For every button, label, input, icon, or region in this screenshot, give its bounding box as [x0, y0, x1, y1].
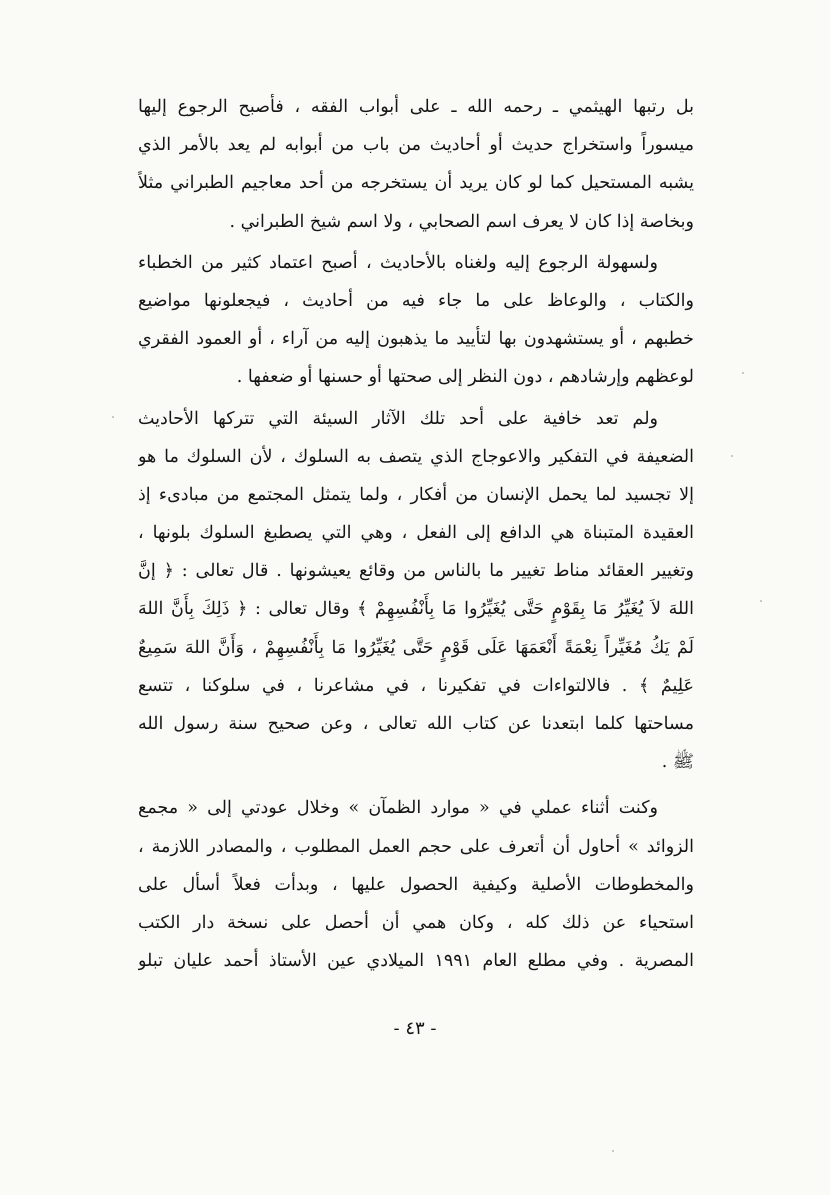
text-line: المصرية . وفي مطلع العام ١٩٩١ الميلادي عين الأستاذ أحمد عليان تبلو: [138, 951, 694, 972]
text-line: إلا تجسيد لما يحمل الإنسان من أفكار ، ولما يتمثل المجتمع من مبادىء إذ: [138, 484, 694, 505]
text-line: يشبه المستحيل كما لو كان يريد أن يستخرجه من أحد معاجيم الطبراني مثلاً: [138, 173, 694, 194]
text-line: ﷺ .: [661, 752, 694, 773]
text-line: وبخاصة إذا كان لا يعرف اسم الصحابي ، ولا اسم شيخ الطبراني .: [229, 211, 694, 232]
quran-verse-line: اللهَ لاَ يُغَيِّرُ مَا بِقَوْمٍ حَتَّى يُغَيِّرُوا مَا بِأَنْفُسِهِمْ ﴾ وقال تعالى : ﴿ ذَلِكَ بِأَنَّ اللهَ: [138, 599, 694, 620]
quran-verse-line: لَمْ يَكُ مُغَيِّراً نِعْمَةً أَنْعَمَهَا عَلَى قَوْمٍ حَتَّى يُغَيِّرُوا مَا بِأَنْفُسِهِمْ ، وَأَنَّ اللهَ سَمِيعٌ: [138, 637, 694, 658]
text-line: الزوائد » أحاول أن أتعرف على حجم العمل المطلوب ، والمصادر اللازمة ،: [138, 836, 694, 857]
text-line: والكتاب ، والوعاظ على ما جاء فيه من أحاديث ، فيجعلونها مواضيع: [138, 290, 694, 311]
paragraph-4: [138, 789, 694, 980]
paragraph-3: [138, 400, 694, 782]
scan-speck: [742, 372, 744, 374]
text-line: الضعيفة في التفكير والاعوجاج الذي يتصف به السلوك ، لأن السلوك ما هو: [138, 446, 694, 467]
body-text: [138, 88, 694, 980]
paragraph-1: [138, 88, 694, 241]
text-line: استحياء عن ذلك كله ، وكان همي أن أحصل على نسخة دار الكتب: [138, 912, 694, 933]
text-line: ولم تعد خافية على أحد تلك الآثار السيئة التي تتركها الأحاديث: [138, 408, 658, 429]
text-line: مساحتها كلما ابتعدنا عن كتاب الله تعالى ، وعن صحيح سنة رسول الله: [138, 714, 694, 734]
text-line: وكنت أثناء عملي في « موارد الظمآن » وخلال عودتي إلى « مجمع: [138, 798, 658, 819]
scan-speck: [760, 600, 762, 602]
scan-speck: [731, 455, 733, 457]
page-number: - ٤٣ -: [393, 1018, 437, 1039]
text-line: ميسوراً واستخراج حديث أو أحاديث من باب من أبوابه لم يعد بالأمر الذي: [138, 135, 694, 156]
text-line: خطبهم ، أو يستشهدون بها لتأييد ما يذهبون إليه من آراء ، أو العمود الفقري: [138, 329, 694, 350]
paragraph-2: [138, 244, 694, 397]
text-line: عَلِيمٌ ﴾ . فالالتواءات في تفكيرنا ، في مشاعرنا ، في سلوكنا ، تتسع: [138, 675, 694, 696]
text-line: والمخطوطات الأصلية وكيفية الحصول عليها ، وبدأت فعلاً أسأل على: [138, 874, 694, 895]
text-line: العقيدة المتبناة هي الدافع إلى الفعل ، وهي التي يصطبغ السلوك بلونها ،: [138, 523, 694, 544]
scan-speck: [612, 1150, 614, 1152]
text-line: لوعظهم وإرشادهم ، دون النظر إلى صحتها أو حسنها أو ضعفها .: [236, 367, 694, 388]
text-line: ولسهولة الرجوع إليه ولغناه بالأحاديث ، أصبح اعتماد كثير من الخطباء: [138, 252, 658, 273]
scan-speck: [112, 416, 114, 418]
text-line: بل رتبها الهيثمي ـ رحمه الله ـ على أبواب الفقه ، فأصبح الرجوع إليها: [138, 97, 694, 117]
text-line: وتغيير العقائد مناط تغيير ما بالناس من وقائع يعيشونها . قال تعالى : ﴿ إنَّ: [138, 561, 694, 582]
